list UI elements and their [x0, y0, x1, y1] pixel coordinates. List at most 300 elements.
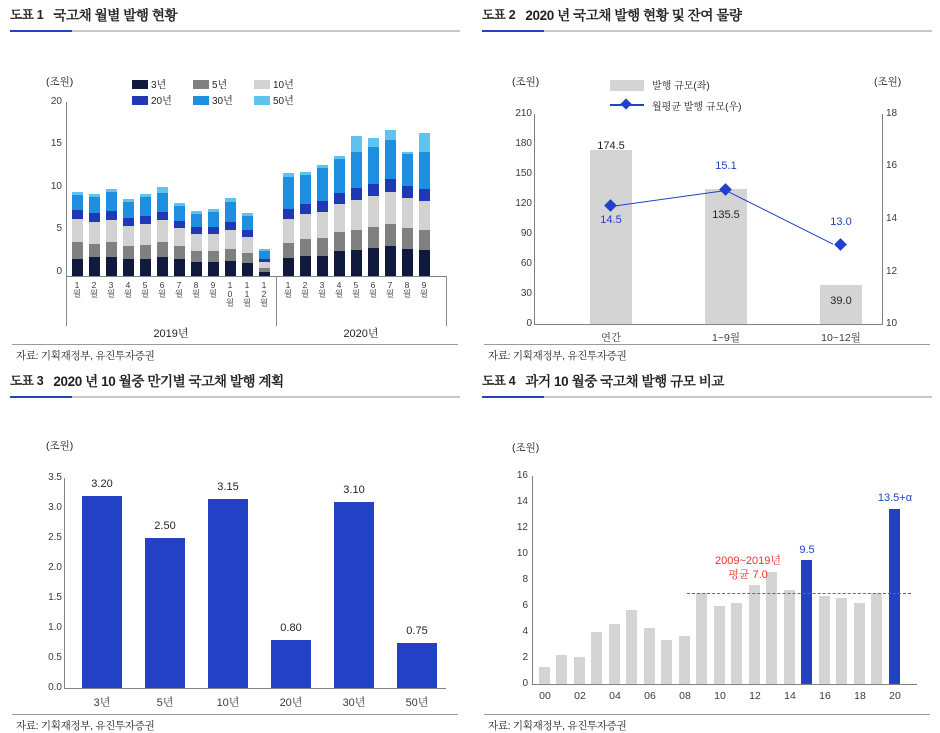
- chart3-ytick-3-5: 3.5: [48, 472, 62, 483]
- chart2-ytick-left-120: 120: [515, 198, 532, 209]
- chart1-bar-seg: [106, 220, 117, 242]
- chart4-bar: [836, 598, 847, 684]
- chart2-ytick-right-14: 14: [886, 213, 898, 224]
- chart2-line-label-jan-sep: 15.1: [715, 160, 737, 172]
- chart2-bar-label-annual: 174.5: [597, 140, 625, 152]
- chart4-bar: [766, 572, 777, 684]
- panel1-title: 국고채 월별 발행 현황: [53, 8, 178, 23]
- chart1-bar-seg: [402, 154, 413, 186]
- chart1-bar-seg: [317, 256, 328, 276]
- chart1-bar-seg: [351, 152, 362, 188]
- chart1-bar-seg: [419, 133, 430, 152]
- chart1-bar-seg: [140, 245, 151, 259]
- chart1-ytick-15: 15: [50, 138, 62, 149]
- chart1-bar-seg: [402, 249, 413, 276]
- chart3-bar-3y: [82, 496, 122, 688]
- chart1-yaxis: [66, 102, 67, 277]
- chart1-legend-label-3y: 3년: [151, 80, 167, 91]
- chart1-bar-seg: [123, 226, 134, 246]
- chart3-unit: (조원): [46, 440, 74, 452]
- chart1-bar-seg: [72, 210, 83, 219]
- chart1-xlabel: 4월: [334, 280, 344, 297]
- chart1-bar-seg: [157, 212, 168, 220]
- chart1-xlabel: 1월: [72, 280, 82, 297]
- chart1-xlabel: 7월: [174, 280, 184, 297]
- chart4-plot: [482, 398, 932, 732]
- chart1-bar-seg: [89, 197, 100, 213]
- chart1-bar-seg: [157, 242, 168, 257]
- chart1-bar-seg: [334, 251, 345, 276]
- chart3-ytick-0-5: 0.5: [48, 652, 62, 663]
- chart2-bar-label-jan-sep: 135.5: [712, 209, 740, 221]
- chart2-legend-marker: [620, 98, 631, 109]
- chart1-bar-seg: [89, 244, 100, 257]
- chart4-xlabel: 00: [539, 690, 551, 702]
- chart1-bar-seg: [89, 222, 100, 244]
- chart1-bar-seg: [419, 201, 430, 230]
- chart4-bar: [539, 667, 550, 684]
- chart1-bar-seg: [283, 243, 294, 258]
- chart1-bar-seg: [140, 197, 151, 216]
- chart4-xlabel: 18: [854, 690, 866, 702]
- chart1-bar-seg: [225, 249, 236, 261]
- chart3-xlabel-20y: 20년: [279, 697, 303, 709]
- panel3-source-rule: [12, 714, 458, 715]
- chart1-bar-seg: [140, 259, 151, 276]
- chart3-bar-label-10y: 3.15: [217, 481, 239, 493]
- chart1-bar-seg: [72, 195, 83, 210]
- chart1-bar-seg: [317, 165, 328, 168]
- chart2-ytick-left-0: 0: [526, 318, 532, 329]
- chart4-label-2015: 9.5: [799, 544, 815, 556]
- chart1-bar-seg: [72, 259, 83, 276]
- chart1-bar-seg: [300, 214, 311, 239]
- chart1-ytick-0: 0: [56, 266, 62, 277]
- chart1-bar-seg: [300, 256, 311, 276]
- chart3-ytick-3-0: 3.0: [48, 502, 62, 513]
- chart1-bar-seg: [106, 257, 117, 276]
- chart2-xlabel-annual: 연간: [600, 332, 622, 344]
- chart1-bar-seg: [259, 262, 270, 268]
- chart1-legend-label-50y: 50년: [273, 96, 294, 107]
- chart1-ytick-20: 20: [50, 96, 62, 107]
- panel1-source: 자료: 기획재정부, 유진투자증권: [16, 350, 155, 362]
- chart2-ytick-left-60: 60: [520, 258, 532, 269]
- chart4-ytick-12: 12: [516, 522, 528, 533]
- chart1-ytick-5: 5: [56, 223, 62, 234]
- chart1-xlabel: 8월: [191, 280, 201, 297]
- chart1-bar-seg: [385, 140, 396, 179]
- panel1-source-rule: [12, 344, 458, 345]
- chart2-xlabel-jan-sep: 1~9월: [712, 332, 740, 344]
- chart1-bar-seg: [368, 227, 379, 248]
- chart1-xlabel: 10월: [225, 280, 235, 306]
- panel3-fignum: 도표 3: [10, 374, 44, 388]
- panel2-title: 2020 년 국고채 발행 현황 및 잔여 물량: [525, 8, 742, 23]
- chart1-bar-seg: [174, 206, 185, 221]
- chart1-bar-seg: [351, 230, 362, 250]
- chart1-bar-seg: [174, 203, 185, 206]
- chart1-bar-seg: [174, 221, 185, 228]
- panel-chart4: [482, 370, 932, 732]
- chart1-bar-seg: [123, 199, 134, 202]
- chart1-bar-seg: [225, 261, 236, 276]
- chart2-line-marker: [834, 238, 847, 251]
- panel-chart2: [482, 4, 932, 362]
- chart4-average-annotation-line1: 2009~2019년: [715, 555, 781, 567]
- chart1-bar-seg: [140, 216, 151, 224]
- chart1-bar-seg: [300, 175, 311, 204]
- chart4-bar: [556, 655, 567, 684]
- chart1-bar-seg: [225, 198, 236, 202]
- chart1-bar-seg: [402, 186, 413, 198]
- chart1-bar-seg: [419, 250, 430, 276]
- chart4-label-2020: 13.5+α: [877, 492, 913, 504]
- chart1-bar-seg: [72, 219, 83, 242]
- chart2-bar-label-oct-dec: 39.0: [830, 295, 852, 307]
- chart1-bar-seg: [242, 216, 253, 230]
- chart1-bar-seg: [106, 192, 117, 211]
- chart4-ytick-14: 14: [516, 496, 528, 507]
- chart1-bar-seg: [225, 222, 236, 230]
- chart2-unit-left: (조원): [512, 76, 540, 88]
- chart4-bar: [644, 628, 655, 684]
- panel4-source-rule: [484, 714, 930, 715]
- chart1-bar-seg: [174, 246, 185, 259]
- chart1-bar-seg: [283, 177, 294, 209]
- chart1-bar-seg: [191, 211, 202, 214]
- chart1-bar-seg: [419, 230, 430, 250]
- chart1-bar-seg: [157, 220, 168, 242]
- chart1-xlabel: 2월: [300, 280, 310, 297]
- chart1-bar-seg: [259, 259, 270, 262]
- chart1-bar-seg: [174, 259, 185, 276]
- chart1-bar-seg: [334, 159, 345, 193]
- chart1-bar-seg: [242, 213, 253, 216]
- chart1-bar-seg: [419, 152, 430, 189]
- chart4-ytick-10: 10: [516, 548, 528, 559]
- chart1-bar-seg: [300, 172, 311, 175]
- chart3-xlabel-10y: 10년: [216, 697, 240, 709]
- chart1-bar-seg: [106, 242, 117, 257]
- chart1-bar-seg: [208, 262, 219, 276]
- chart1-bar-seg: [157, 193, 168, 212]
- chart3-bar-30y: [334, 502, 374, 688]
- chart1-group-sep: [446, 276, 447, 326]
- chart1-bar-seg: [208, 209, 219, 212]
- chart2-unit-right: (조원): [874, 76, 902, 88]
- chart2-ytick-right-10: 10: [886, 318, 898, 329]
- chart1-bar-seg: [351, 188, 362, 200]
- chart4-ytick-6: 6: [522, 600, 528, 611]
- chart2-ytick-right-12: 12: [886, 266, 898, 277]
- chart2-line-label-annual: 14.5: [600, 214, 622, 226]
- chart1-bar-seg: [334, 193, 345, 204]
- chart1-bar-seg: [317, 238, 328, 256]
- panel-chart3: [10, 370, 460, 732]
- chart1-legend-swatch-20y: [132, 96, 148, 105]
- chart1-bar-seg: [385, 179, 396, 192]
- chart3-xaxis: [64, 688, 446, 689]
- chart4-unit: (조원): [512, 442, 540, 454]
- chart1-xlabel: 7월: [385, 280, 395, 297]
- chart1-xlabel: 12월: [259, 280, 269, 306]
- chart3-bar-20y: [271, 640, 311, 688]
- chart4-yaxis: [532, 476, 533, 684]
- chart3-bar-50y: [397, 643, 437, 688]
- chart4-xaxis: [532, 684, 917, 685]
- chart2-ytick-left-30: 30: [520, 288, 532, 299]
- chart2-legend-swatch-bar: [610, 80, 644, 91]
- chart3-bar-5y: [145, 538, 185, 688]
- chart3-ytick-1-0: 1.0: [48, 622, 62, 633]
- chart1-bar-seg: [242, 263, 253, 276]
- chart1-bar-seg: [191, 251, 202, 262]
- chart4-bar: [784, 590, 795, 684]
- chart2-xaxis: [534, 324, 883, 325]
- chart3-yaxis: [64, 478, 65, 688]
- chart1-legend-swatch-10y: [254, 80, 270, 89]
- chart1-bar-seg: [368, 196, 379, 227]
- chart1-bar-seg: [402, 228, 413, 249]
- chart1-bar-seg: [385, 192, 396, 224]
- chart4-bar: [574, 657, 585, 684]
- chart1-bar-seg: [89, 257, 100, 276]
- chart1-xlabel: 8월: [402, 280, 412, 297]
- panel2-fignum: 도표 2: [482, 8, 516, 22]
- panel4-fignum: 도표 4: [482, 374, 516, 388]
- chart3-xlabel-30y: 30년: [342, 697, 366, 709]
- chart1-bar-seg: [283, 209, 294, 219]
- chart4-xlabel: 02: [574, 690, 586, 702]
- chart1-unit: (조원): [46, 76, 74, 88]
- chart1-bar-seg: [72, 242, 83, 259]
- chart1-bar-seg: [140, 194, 151, 197]
- chart1-bar-seg: [283, 173, 294, 177]
- chart1-bar-seg: [242, 237, 253, 253]
- chart1-bar-seg: [385, 130, 396, 140]
- chart4-bar: [749, 585, 760, 684]
- chart1-bar-seg: [123, 218, 134, 226]
- chart4-xlabel: 14: [784, 690, 796, 702]
- chart4-bar: [661, 640, 672, 684]
- chart4-bar: [854, 603, 865, 684]
- chart2-ytick-left-210: 210: [515, 108, 532, 119]
- chart3-bar-label-20y: 0.80: [280, 622, 302, 634]
- chart1-bar-seg: [351, 136, 362, 152]
- chart1-bar-seg: [351, 200, 362, 230]
- chart1-bar-seg: [191, 227, 202, 234]
- chart3-ytick-1-5: 1.5: [48, 592, 62, 603]
- chart1-bar-seg: [259, 251, 270, 259]
- chart1-legend-swatch-3y: [132, 80, 148, 89]
- chart3-xlabel-50y: 50년: [405, 697, 429, 709]
- chart4-xlabel: 06: [644, 690, 656, 702]
- chart1-bar-seg: [242, 230, 253, 237]
- chart1-xlabel: 11월: [242, 280, 252, 306]
- chart4-ytick-8: 8: [522, 574, 528, 585]
- chart1-bar-seg: [259, 268, 270, 272]
- chart4-xlabel: 16: [819, 690, 831, 702]
- chart1-bar-seg: [225, 230, 236, 249]
- chart1-bar-seg: [385, 224, 396, 246]
- chart1-bar-seg: [300, 239, 311, 256]
- chart1-group-label-2020: 2020년: [343, 328, 379, 340]
- chart1-xaxis: [66, 276, 446, 277]
- chart4-ytick-0: 0: [522, 678, 528, 689]
- chart4-xlabel: 04: [609, 690, 621, 702]
- chart4-xlabel: 12: [749, 690, 761, 702]
- chart1-legend-label-5y: 5년: [212, 80, 228, 91]
- chart1-bar-seg: [157, 187, 168, 193]
- chart1-xlabel: 4월: [123, 280, 133, 297]
- chart1-bar-seg: [208, 251, 219, 262]
- chart1-bar-seg: [140, 224, 151, 245]
- chart2-ytick-left-90: 90: [520, 228, 532, 239]
- chart4-average-annotation-line2: 평균 7.0: [728, 569, 768, 581]
- chart1-legend-label-30y: 30년: [212, 96, 233, 107]
- chart2-ytick-left-180: 180: [515, 138, 532, 149]
- chart4-bar: [714, 606, 725, 684]
- chart4-bar: [626, 610, 637, 684]
- chart1-bar-seg: [191, 234, 202, 251]
- chart1-group-label-2019: 2019년: [153, 328, 189, 340]
- chart1-xlabel: 3월: [317, 280, 327, 297]
- chart4-bar: [731, 603, 742, 684]
- chart1-bar-seg: [208, 227, 219, 234]
- chart1-bar-seg: [283, 219, 294, 243]
- chart1-plot: [10, 32, 460, 362]
- panel2-source-rule: [484, 344, 930, 345]
- chart1-bar-seg: [123, 259, 134, 276]
- chart4-bar: [696, 593, 707, 684]
- chart1-bar-seg: [242, 253, 253, 263]
- panel1-header: [10, 4, 460, 24]
- chart1-bar-seg: [351, 250, 362, 276]
- chart1-bar-seg: [191, 214, 202, 227]
- panel1-fignum: 도표 1: [10, 8, 44, 22]
- chart1-xlabel: 2월: [89, 280, 99, 297]
- panel3-source: 자료: 기획재정부, 유진투자증권: [16, 720, 155, 732]
- chart1-xlabel: 9월: [419, 280, 429, 297]
- chart2-plot: [482, 32, 932, 362]
- chart4-xlabel: 08: [679, 690, 691, 702]
- chart3-ytick-2-5: 2.5: [48, 532, 62, 543]
- chart1-xlabel: 6월: [368, 280, 378, 297]
- panel4-source: 자료: 기획재정부, 유진투자증권: [488, 720, 627, 732]
- chart1-bar-seg: [317, 168, 328, 201]
- chart1-xlabel: 9월: [208, 280, 218, 297]
- chart1-bar-seg: [157, 257, 168, 276]
- chart1-legend-label-20y: 20년: [151, 96, 172, 107]
- chart1-bar-seg: [419, 189, 430, 201]
- chart1-legend-swatch-5y: [193, 80, 209, 89]
- chart2-ytick-right-16: 16: [886, 160, 898, 171]
- chart1-bar-seg: [317, 201, 328, 212]
- panel4-title: 과거 10 월중 국고채 발행 규모 비교: [525, 374, 725, 389]
- chart4-ytick-16: 16: [516, 470, 528, 481]
- chart4-average-line: [687, 593, 911, 594]
- chart1-bar-seg: [283, 258, 294, 276]
- chart4-average-annotation: [678, 554, 818, 582]
- chart1-bar-seg: [402, 152, 413, 154]
- chart4-xlabel: 20: [889, 690, 901, 702]
- chart3-bar-label-3y: 3.20: [91, 478, 113, 490]
- chart3-ytick-0-0: 0.0: [48, 682, 62, 693]
- panel2-source: 자료: 기획재정부, 유진투자증권: [488, 350, 627, 362]
- chart1-bar-seg: [106, 189, 117, 192]
- chart4-ytick-4: 4: [522, 626, 528, 637]
- chart1-bar-seg: [368, 147, 379, 184]
- panel2-header: [482, 4, 932, 24]
- chart1-bar-seg: [89, 194, 100, 197]
- chart1-bar-seg: [208, 234, 219, 251]
- chart3-xlabel-5y: 5년: [156, 697, 174, 709]
- chart4-xlabel: 10: [714, 690, 726, 702]
- chart1-ytick-10: 10: [50, 181, 62, 192]
- chart3-bar-label-50y: 0.75: [406, 625, 428, 637]
- panel3-title: 2020 년 10 월중 만기별 국고채 발행 계획: [53, 374, 284, 389]
- chart4-bar: [871, 593, 882, 684]
- chart1-legend-swatch-50y: [254, 96, 270, 105]
- chart1-xlabel: 6월: [157, 280, 167, 297]
- chart1-xlabel: 5월: [140, 280, 150, 297]
- chart1-xlabel: 5월: [351, 280, 361, 297]
- chart1-group-sep: [276, 276, 277, 326]
- chart4-bar-highlight-2020: [889, 509, 900, 684]
- chart1-bar-seg: [334, 204, 345, 232]
- chart2-legend-label-line: 월평균 발행 규모(우): [652, 102, 742, 113]
- chart1-bar-seg: [208, 212, 219, 227]
- chart1-xlabel: 1월: [283, 280, 293, 297]
- chart4-bar: [679, 636, 690, 684]
- chart3-plot: [10, 398, 460, 732]
- chart2-line-label-oct-dec: 13.0: [830, 216, 852, 228]
- chart3-bar-label-5y: 2.50: [154, 520, 176, 532]
- chart1-bar-seg: [368, 138, 379, 147]
- chart2-ytick-right-18: 18: [886, 108, 898, 119]
- chart1-bar-seg: [368, 184, 379, 196]
- chart2-xlabel-oct-dec: 10~12월: [821, 332, 861, 344]
- panel-chart1: [10, 4, 460, 362]
- chart1-bar-seg: [259, 272, 270, 276]
- chart1-bar-seg: [123, 202, 134, 218]
- chart2-yaxis-right: [882, 114, 883, 325]
- chart1-bar-seg: [402, 198, 413, 228]
- chart1-bar-seg: [385, 246, 396, 276]
- chart4-bar: [609, 624, 620, 684]
- panel4-header: [482, 370, 932, 390]
- chart3-bar-label-30y: 3.10: [343, 484, 365, 496]
- chart1-bar-seg: [174, 228, 185, 246]
- panel3-header: [10, 370, 460, 390]
- chart4-bar: [591, 632, 602, 684]
- chart3-xlabel-3y: 3년: [93, 697, 111, 709]
- chart1-xlabel: 3월: [106, 280, 116, 297]
- chart4-ytick-2: 2: [522, 652, 528, 663]
- chart2-yaxis-left: [534, 114, 535, 325]
- chart1-legend-swatch-30y: [193, 96, 209, 105]
- chart1-legend-label-10y: 10년: [273, 80, 294, 91]
- chart1-bar-seg: [317, 212, 328, 238]
- chart1-bar-seg: [225, 202, 236, 222]
- chart3-bar-10y: [208, 499, 248, 688]
- chart1-bar-seg: [259, 249, 270, 251]
- chart3-ytick-2-0: 2.0: [48, 562, 62, 573]
- chart1-bar-seg: [191, 262, 202, 276]
- chart1-bar-seg: [123, 246, 134, 259]
- chart2-ytick-left-150: 150: [515, 168, 532, 179]
